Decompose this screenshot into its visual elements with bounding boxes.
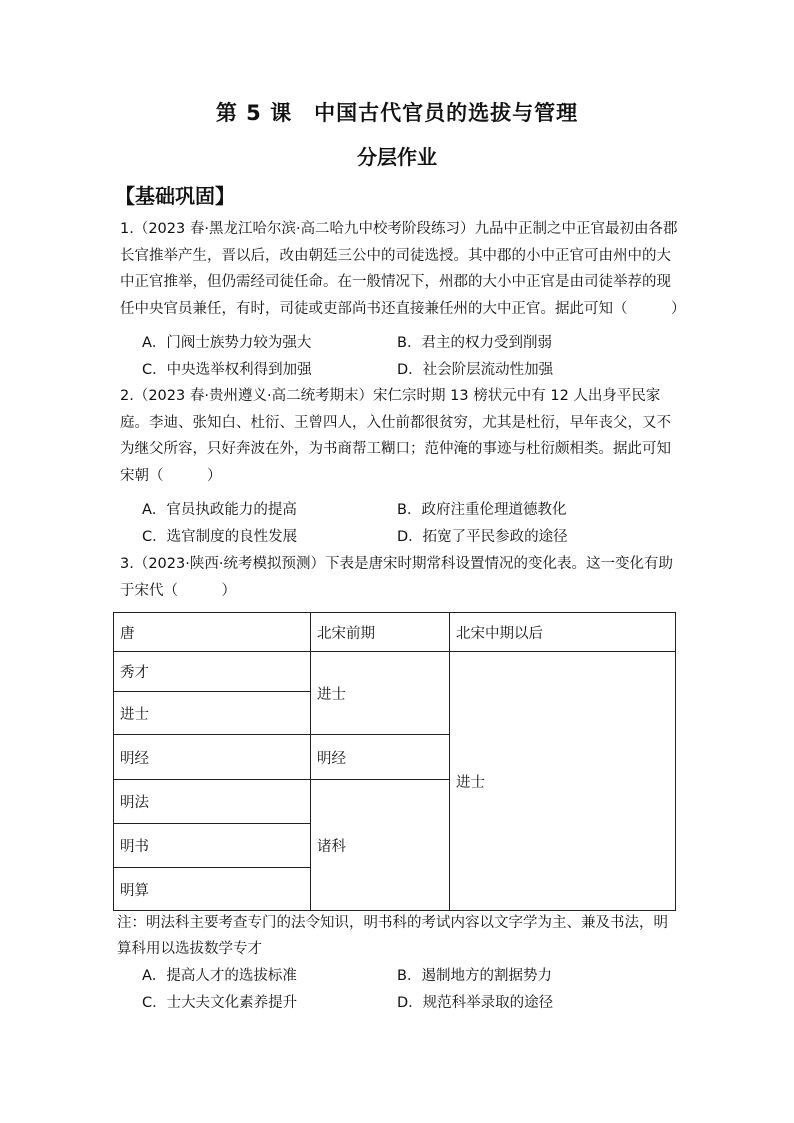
question-2-option-b[interactable]: B．政府注重伦理道德教化 (397, 502, 567, 518)
section-header: 【基础巩固】 (115, 184, 235, 208)
question-2-option-c[interactable]: C．选官制度的良性发展 (142, 529, 298, 545)
table-cell-tang: 明经 (114, 735, 311, 780)
page-title: 第 5 课 中国古代官员的选拔与管理 (215, 101, 579, 125)
table-header-tang: 唐 (114, 613, 311, 652)
question-2-option-a[interactable]: A．官员执政能力的提高 (142, 502, 297, 518)
question-3-option-a[interactable]: A．提高人才的选拔标准 (142, 968, 297, 984)
table-cell-tang: 明法 (114, 780, 311, 824)
table-cell-early-song: 进士 (311, 652, 450, 735)
table-header-row (114, 613, 676, 652)
table-cell-mid-song: 进士 (450, 652, 676, 911)
table-cell-tang: 进士 (114, 692, 311, 735)
exam-subjects-table (113, 612, 676, 911)
table-header-early-song: 北宋前期 (311, 613, 450, 652)
page-subtitle: 分层作业 (357, 145, 437, 169)
question-2-stem: 2.（2023 春·贵州遵义·高二统考期末）宋仁宗时期 13 榜状元中有 12 人出身平民家庭。李迪、张知白、杜衍、王曾四人，入仕前都很贫穷，尤其是杜衍，早年丧父，又不为继父所容，只好奔波在外，为书商帮工糊口；范仲淹的事迹与杜衍颇相类。据此可知宋朝（ ） (120, 388, 671, 484)
question-3-option-d[interactable]: D．规范科举录取的途径 (397, 995, 554, 1011)
question-3-option-b[interactable]: B．遏制地方的割据势力 (397, 968, 552, 984)
question-2-option-d[interactable]: D．拓宽了平民参政的途径 (397, 529, 568, 545)
table-cell-early-song: 诸科 (311, 780, 450, 911)
table-cell-tang: 明书 (114, 824, 311, 868)
table-note: 注：明法科主要考查专门的法令知识，明书科的考试内容以文字学为主、兼及书法，明算科用以选拔数学专才 (117, 915, 668, 957)
question-1-option-d[interactable]: D．社会阶层流动性加强 (397, 362, 554, 378)
table-row (114, 652, 676, 692)
question-1-option-a[interactable]: A．门阀士族势力较为强大 (142, 335, 312, 351)
table-cell-tang: 秀才 (114, 652, 311, 692)
question-1-stem: 1.（2023 春·黑龙江哈尔滨·高二哈九中校考阶段练习）九品中正制之中正官最初由各郡长官推举产生，晋以后，改由朝廷三公中的司徒选授。其中郡的小中正官可由州中的大中正官推举，但仍需经司徒任命。在一般情况下，州郡的大小中正官是由司徒举荐的现任中央官员兼任，有时，司徒或吏部尚书还直接兼任州的大中正官。据此可知（ ） (120, 221, 686, 317)
question-1-option-c[interactable]: C．中央选举权利得到加强 (142, 362, 312, 378)
question-1-option-b[interactable]: B．君主的权力受到削弱 (397, 335, 552, 351)
question-3-option-c[interactable]: C．士大夫文化素养提升 (142, 995, 298, 1011)
table-header-mid-song: 北宋中期以后 (450, 613, 676, 652)
question-3-stem: 3.（2023·陕西·统考模拟预测）下表是唐宋时期常科设置情况的变化表。这一变化有助于宋代（ ） (120, 556, 673, 599)
table-cell-tang: 明算 (114, 868, 311, 911)
table-cell-early-song: 明经 (311, 735, 450, 780)
